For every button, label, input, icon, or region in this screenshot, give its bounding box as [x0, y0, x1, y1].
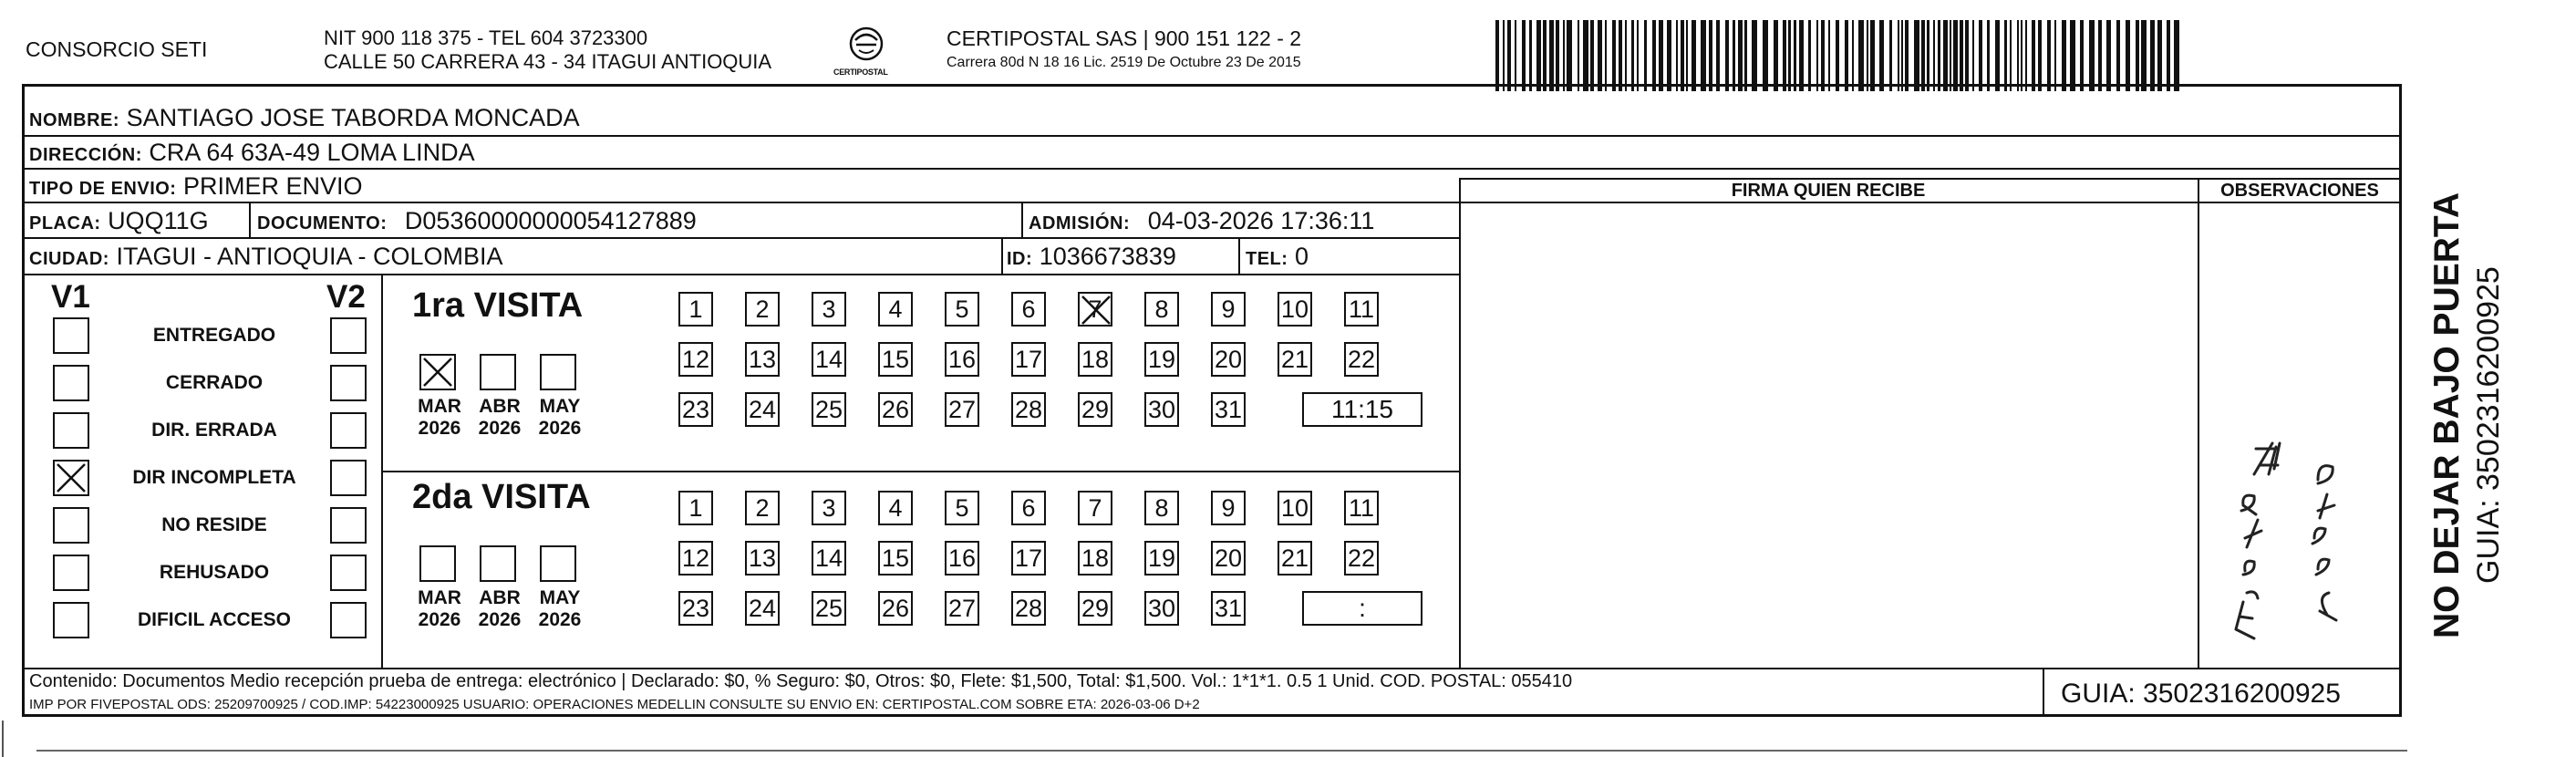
v1-checkbox [53, 412, 89, 449]
day-box: 7 [1078, 292, 1112, 327]
barcode-bar [1995, 20, 2000, 91]
day-box: 27 [945, 392, 979, 427]
footer-guia: GUIA: 3502316200925 [2061, 679, 2341, 709]
tipo-row [29, 171, 363, 203]
status-label: DIR. ERRADA [151, 420, 277, 441]
status-label: NO RESIDE [161, 514, 267, 535]
day-box: 8 [1144, 491, 1179, 525]
barcode-bar [1709, 20, 1712, 91]
barcode-bar [1828, 20, 1830, 91]
month-label [412, 396, 467, 440]
barcode-bar [2089, 20, 2095, 91]
barcode-bar [2098, 20, 2102, 91]
id-label: ID: [1007, 249, 1033, 269]
ciudad-cell [29, 242, 503, 274]
day-box: 6 [1011, 292, 1046, 327]
address-line: CALLE 50 CARRERA 43 - 34 ITAGUI ANTIOQUIA [324, 50, 772, 73]
day-box: 18 [1078, 342, 1112, 377]
placa-value: UQQ11G [108, 207, 209, 234]
v1-checkbox [53, 317, 89, 354]
month-year: 2026 [418, 609, 461, 630]
id-value: 1036673839 [1039, 243, 1176, 270]
bottom-edge-line [36, 750, 2407, 752]
barcode-bar [2004, 20, 2007, 91]
barcode-bar [1691, 20, 1696, 91]
direccion-label: DIRECCIÓN: [29, 145, 142, 165]
day-box: 1 [678, 292, 713, 327]
barcode-bar [1507, 20, 1511, 91]
barcode-bar [1836, 20, 1839, 91]
barcode-bar [2021, 20, 2023, 91]
v1-checkbox [53, 555, 89, 591]
barcode-bar [1536, 20, 1541, 91]
day-box: 14 [812, 541, 846, 576]
day-box: 27 [945, 591, 979, 626]
barcode-bar [1659, 20, 1663, 91]
barcode-bar [1858, 20, 1864, 91]
day-check-mark [1080, 294, 1112, 334]
day-box: 19 [1144, 541, 1179, 576]
barcode-bar [2136, 20, 2139, 91]
v2-checkbox [330, 555, 367, 591]
day-box: 16 [945, 342, 979, 377]
day-box: 25 [812, 591, 846, 626]
month-label [533, 587, 587, 631]
nit-line: NIT 900 118 375 - TEL 604 3723300 [324, 26, 648, 49]
barcode-bar [1619, 20, 1622, 91]
day-box: 22 [1344, 541, 1379, 576]
day-box: 12 [678, 541, 713, 576]
barcode-bar [1725, 20, 1729, 91]
barcode-bar [2070, 20, 2075, 91]
month-label [472, 396, 527, 440]
documento-label: DOCUMENTO: [257, 213, 388, 233]
barcode-bar [2054, 20, 2056, 91]
month-checkbox [419, 354, 456, 390]
barcode-bar [1943, 20, 1948, 91]
barcode-bar [2017, 20, 2019, 91]
day-box: 15 [878, 342, 913, 377]
barcode-bar [2062, 20, 2066, 91]
certipostal-logo [832, 20, 901, 84]
day-box: 3 [812, 491, 846, 525]
month-name: ABR [479, 587, 521, 608]
day-box: 23 [678, 591, 713, 626]
day-box: 23 [678, 392, 713, 427]
month-label [533, 396, 587, 440]
tel-value: 0 [1294, 243, 1309, 270]
status-label: ENTREGADO [152, 325, 276, 346]
month-label [412, 587, 467, 631]
direccion-value: CRA 64 63A-49 LOMA LINDA [149, 139, 475, 166]
month-checkbox [419, 545, 456, 582]
barcode-bar [1950, 20, 1951, 91]
day-box: 24 [745, 392, 780, 427]
company-name: CONSORCIO SETI [26, 37, 208, 61]
barcode-bar [1960, 20, 1963, 91]
status-label: DIFICIL ACCESO [137, 609, 291, 630]
day-box: 13 [745, 342, 780, 377]
day-box: 7 [1078, 491, 1112, 525]
barcode-bar [1676, 20, 1678, 91]
month-year: 2026 [478, 609, 522, 630]
day-box: 10 [1278, 491, 1312, 525]
month-name: MAR [418, 396, 461, 417]
barcode-bar [1563, 20, 1565, 91]
v1-checkbox [53, 507, 89, 544]
day-box: 16 [945, 541, 979, 576]
barcode-bar [1667, 20, 1671, 91]
month-name: MAR [418, 587, 461, 608]
month-checkbox [540, 545, 576, 582]
barcode-bar [1927, 20, 1929, 91]
side-guia: GUIA: 3502316200925 [2471, 266, 2506, 584]
no-dejar-bajo-puerta: NO DEJAR BAJO PUERTA [2427, 192, 2467, 638]
tel-label: TEL: [1246, 249, 1288, 269]
month-checkbox [480, 354, 516, 390]
barcode-bar [1583, 20, 1588, 91]
day-box: 13 [745, 541, 780, 576]
barcode-bar [1938, 20, 1940, 91]
barcode-bar [1515, 20, 1516, 91]
day-box: 11 [1344, 491, 1379, 525]
month-checkbox [480, 545, 516, 582]
barcode-bar [1543, 20, 1547, 91]
ciudad-label: CIUDAD: [29, 249, 109, 269]
month-name: MAY [539, 587, 581, 608]
barcode-bar [1788, 20, 1791, 91]
v2-checkbox [330, 602, 367, 638]
barcode-bar [2116, 20, 2120, 91]
day-box: 18 [1078, 541, 1112, 576]
visit2-title: 2da VISITA [412, 478, 591, 516]
barcode-bar [1556, 20, 1559, 91]
barcode [1495, 20, 2188, 91]
day-box: 31 [1211, 392, 1246, 427]
margin-mark [2, 721, 4, 757]
barcode-bar [1933, 20, 1935, 91]
barcode-bar [1605, 20, 1607, 91]
status-label: CERRADO [165, 372, 264, 393]
day-box: 12 [678, 342, 713, 377]
firma-header: FIRMA QUIEN RECIBE [1731, 181, 1926, 201]
barcode-bar [1590, 20, 1594, 91]
barcode-bar [1905, 20, 1909, 91]
day-box: 26 [878, 591, 913, 626]
v2-label: V2 [326, 279, 366, 315]
day-box: 17 [1011, 541, 1046, 576]
day-box: 19 [1144, 342, 1179, 377]
barcode-bar [1744, 20, 1747, 91]
barcode-bar [2106, 20, 2111, 91]
v1-checkbox [53, 602, 89, 638]
day-box: 4 [878, 292, 913, 327]
day-box: 3 [812, 292, 846, 327]
barcode-bar [1901, 20, 1903, 91]
barcode-bar [1686, 20, 1688, 91]
observaciones-header: OBSERVACIONES [2220, 181, 2379, 201]
contenido-line: Contenido: Documentos Medio recepción prueba de entrega: electrónico | Declarado: $0, % Seguro: $0, Otros: $0, Flete: $1,500, Total: $1,500. Vol.: 1*1*1. 0.5 1 Unid. COD. POSTAL: 055410 [29, 671, 1573, 691]
tel-cell [1246, 242, 1309, 274]
ciudad-value: ITAGUI - ANTIOQUIA - COLOMBIA [116, 243, 503, 270]
handwritten-observation [2199, 328, 2400, 657]
barcode-bar [2167, 20, 2170, 91]
barcode-bar [1774, 20, 1778, 91]
barcode-bar [1701, 20, 1706, 91]
admision-label: ADMISIÓN: [1029, 213, 1131, 233]
barcode-bar [1529, 20, 1532, 91]
barcode-bar [1503, 20, 1505, 91]
barcode-bar [1821, 20, 1825, 91]
barcode-bar [1870, 20, 1875, 91]
admision-value: 04-03-2026 17:36:11 [1147, 207, 1375, 234]
barcode-bar [1625, 20, 1627, 91]
barcode-bar [1987, 20, 1990, 91]
tipo-label: TIPO DE ENVIO: [29, 179, 177, 199]
month-checkbox [540, 354, 576, 390]
month-year: 2026 [478, 418, 522, 439]
day-box: 9 [1211, 491, 1246, 525]
barcode-bar [1979, 20, 1982, 91]
barcode-bar [1972, 20, 1974, 91]
status-label: REHUSADO [159, 562, 270, 583]
month-year: 2026 [538, 609, 582, 630]
day-box: 5 [945, 292, 979, 327]
day-box: 28 [1011, 591, 1046, 626]
barcode-bar [1631, 20, 1634, 91]
day-box: 1 [678, 491, 713, 525]
v2-checkbox [330, 365, 367, 401]
barcode-bar [1816, 20, 1818, 91]
v1-checkbox [53, 460, 89, 496]
barcode-bar [1914, 20, 1919, 91]
day-box: 31 [1211, 591, 1246, 626]
day-box: 21 [1278, 342, 1312, 377]
v2-checkbox [330, 317, 367, 354]
barcode-bar [2080, 20, 2084, 91]
id-cell [1007, 242, 1176, 274]
day-box: 20 [1211, 342, 1246, 377]
visit1-title: 1ra VISITA [412, 286, 584, 325]
barcode-bar [2141, 20, 2147, 91]
barcode-bar [1652, 20, 1656, 91]
day-box: 22 [1344, 342, 1379, 377]
month-name: MAY [539, 396, 581, 417]
v1-checkbox [53, 365, 89, 401]
barcode-bar [1799, 20, 1804, 91]
day-box: 4 [878, 491, 913, 525]
time-box: : [1302, 591, 1422, 626]
nombre-label: NOMBRE: [29, 110, 120, 130]
day-box: 9 [1211, 292, 1246, 327]
imp-line: IMP POR FIVEPOSTAL ODS: 25209700925 / COD.IMP: 54223000925 USUARIO: OPERACIONES MEDELLIN CONSULTE SU ENVIO EN: CERTIPOSTAL.COM SOBRE ETA: 2026-03-06 D+2 [29, 697, 1200, 712]
barcode-bar [2038, 20, 2042, 91]
barcode-bar [2032, 20, 2035, 91]
barcode-bar [1681, 20, 1684, 91]
day-box: 28 [1011, 392, 1046, 427]
day-box: 6 [1011, 491, 1046, 525]
barcode-bar [1637, 20, 1639, 91]
barcode-bar [2150, 20, 2155, 91]
barcode-bar [1716, 20, 1720, 91]
day-box: 30 [1144, 392, 1179, 427]
barcode-bar [2010, 20, 2012, 91]
logo-text: CERTIPOSTAL [833, 67, 888, 77]
barcode-bar [1612, 20, 1616, 91]
barcode-bar [1845, 20, 1848, 91]
barcode-bar [1867, 20, 1868, 91]
day-box: 2 [745, 292, 780, 327]
barcode-bar [1495, 20, 1499, 91]
day-box: 11 [1344, 292, 1379, 327]
day-box: 24 [745, 591, 780, 626]
admision-cell [1029, 206, 1374, 238]
placa-label: PLACA: [29, 213, 101, 233]
nombre-value: SANTIAGO JOSE TABORDA MONCADA [126, 104, 580, 131]
barcode-bar [1953, 20, 1958, 91]
barcode-bar [1808, 20, 1811, 91]
barcode-bar [1783, 20, 1786, 91]
month-year: 2026 [538, 418, 582, 439]
v2-checkbox [330, 507, 367, 544]
documento-cell [257, 206, 697, 238]
barcode-bar [1578, 20, 1579, 91]
barcode-bar [1733, 20, 1735, 91]
day-box: 5 [945, 491, 979, 525]
v2-checkbox [330, 460, 367, 496]
direccion-row [29, 138, 475, 170]
day-box: 17 [1011, 342, 1046, 377]
day-box: 14 [812, 342, 846, 377]
day-box: 21 [1278, 541, 1312, 576]
barcode-bar [2126, 20, 2130, 91]
month-label [472, 587, 527, 631]
barcode-bar [1522, 20, 1526, 91]
barcode-bar [1889, 20, 1892, 91]
barcode-bar [1567, 20, 1572, 91]
barcode-bar [1879, 20, 1884, 91]
documento-value: D05360000000054127889 [404, 207, 697, 234]
day-box: 8 [1144, 292, 1179, 327]
barcode-bar [1898, 20, 1899, 91]
barcode-bar [1598, 20, 1602, 91]
barcode-bar [1752, 20, 1757, 91]
v1-label: V1 [51, 279, 90, 315]
day-box: 25 [812, 392, 846, 427]
barcode-bar [2157, 20, 2162, 91]
time-box: 11:15 [1302, 392, 1422, 427]
day-box: 10 [1278, 292, 1312, 327]
day-box: 26 [878, 392, 913, 427]
license-line: Carrera 80d N 18 16 Lic. 2519 De Octubre 23 De 2015 [947, 55, 1301, 70]
tipo-value: PRIMER ENVIO [182, 172, 363, 200]
barcode-bar [1738, 20, 1743, 91]
barcode-bar [1852, 20, 1854, 91]
month-year: 2026 [418, 418, 461, 439]
day-box: 2 [745, 491, 780, 525]
v2-checkbox [330, 412, 367, 449]
nombre-row [29, 103, 580, 135]
barcode-bar [1763, 20, 1768, 91]
barcode-bar [1644, 20, 1647, 91]
barcode-bar [1921, 20, 1925, 91]
day-box: 30 [1144, 591, 1179, 626]
certipostal-line: CERTIPOSTAL SAS | 900 151 122 - 2 [947, 26, 1302, 50]
barcode-bar [1549, 20, 1554, 91]
barcode-bar [2047, 20, 2051, 91]
barcode-bar [2174, 20, 2179, 91]
day-box: 29 [1078, 591, 1112, 626]
placa-cell [29, 206, 209, 238]
month-name: ABR [479, 396, 521, 417]
day-box: 20 [1211, 541, 1246, 576]
status-label: DIR INCOMPLETA [132, 467, 296, 488]
barcode-bar [2025, 20, 2027, 91]
barcode-bar [1965, 20, 1969, 91]
day-box: 29 [1078, 392, 1112, 427]
day-box: 15 [878, 541, 913, 576]
barcode-bar [1794, 20, 1796, 91]
